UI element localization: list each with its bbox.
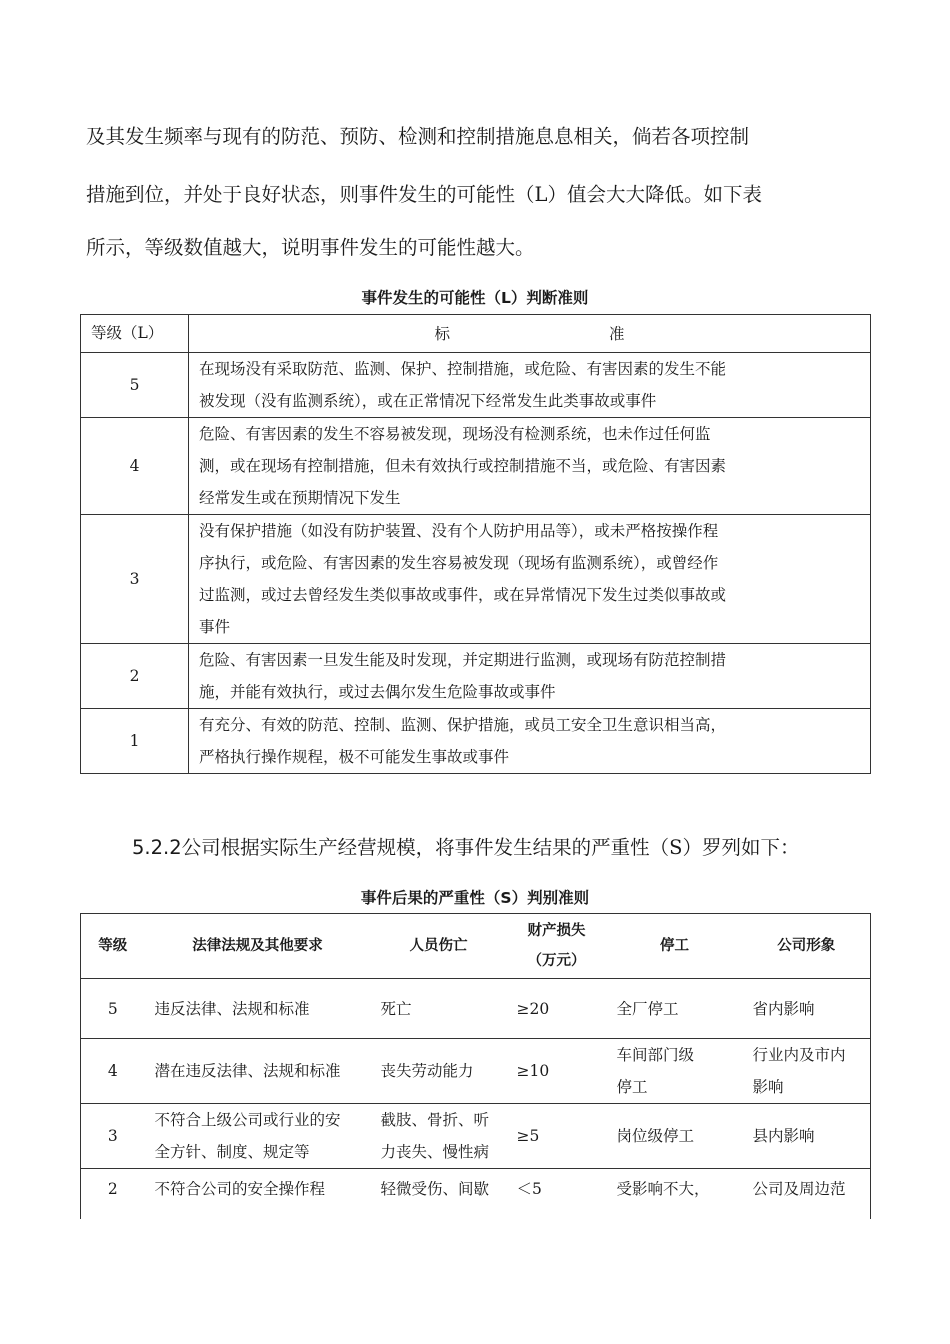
severity-level: 5 <box>81 979 145 1039</box>
likelihood-table-caption: 事件发生的可能性（L）判断准则 <box>361 289 589 307</box>
intro-line: 及其发生频率与现有的防范、预防、检测和控制措施息息相关，倘若各项控制 <box>86 125 750 148</box>
cell-line: 力丧失、慢性病 <box>380 1143 490 1161</box>
table-row <box>81 1169 871 1220</box>
severity-level: 4 <box>81 1039 145 1104</box>
standard-line: 被发现（没有监测系统），或在正常情况下经常发生此类事故或事件 <box>199 392 657 410</box>
severity-law: 违反法律、法规和标准 <box>145 979 371 1039</box>
severity-header-row <box>81 914 871 979</box>
likelihood-header-level: 等级（L） <box>81 315 189 353</box>
severity-downtime: 受影响不大， <box>607 1169 743 1220</box>
severity-level: 3 <box>81 1104 145 1169</box>
severity-header-image: 公司形象 <box>743 914 871 979</box>
severity-injury: 死亡 <box>371 979 507 1039</box>
section-text: 公司根据实际生产经营规模，将事件发生结果的严重性（S）罗列如下： <box>181 836 800 859</box>
standard-line: 测，或在现场有控制措施，但未有效执行或控制措施不当，或危险、有害因素 <box>199 457 727 475</box>
likelihood-level: 5 <box>81 353 189 418</box>
standard-line: 危险、有害因素一旦发生能及时发现，并定期进行监测，或现场有防范控制措 <box>199 651 727 669</box>
severity-table-caption: 事件后果的严重性（S）判别准则 <box>360 889 590 907</box>
cell-line: 行业内及市内 <box>752 1046 846 1064</box>
cell-line: 停工 <box>616 1078 648 1096</box>
severity-image <box>743 1039 871 1104</box>
severity-image: 县内影响 <box>743 1104 871 1169</box>
table-row <box>81 1039 871 1104</box>
cell-line: 全方针、制度、规定等 <box>154 1143 310 1161</box>
severity-image: 公司及周边范 <box>743 1169 871 1220</box>
cell-line: 车间部门级 <box>616 1046 695 1064</box>
standard-line: 有充分、有效的防范、控制、监测、保护措施，或员工安全卫生意识相当高， <box>199 716 727 734</box>
standard-line: 序执行，或危险、有害因素的发生容易被发现（现场有监测系统），或曾经作 <box>199 554 719 572</box>
standard-line: 在现场没有采取防范、监测、保护、控制措施，或危险、有害因素的发生不能 <box>199 360 727 378</box>
likelihood-level: 3 <box>81 515 189 644</box>
severity-property: ≥5 <box>507 1104 607 1169</box>
header-standard-char: 准 <box>608 324 625 343</box>
table-row <box>81 1104 871 1169</box>
severity-law: 不符合公司的安全操作程 <box>145 1169 371 1220</box>
severity-law: 潜在违反法律、法规和标准 <box>145 1039 371 1104</box>
cell-line: 截肢、骨折、听 <box>380 1111 490 1129</box>
severity-level: 2 <box>81 1169 145 1220</box>
likelihood-level: 4 <box>81 418 189 515</box>
header-property-line: （万元） <box>527 953 586 969</box>
standard-line: 严格执行操作规程，极不可能发生事故或事件 <box>199 748 510 766</box>
severity-property: ≥20 <box>507 979 607 1039</box>
header-standard-char: 标 <box>434 324 451 343</box>
severity-law <box>145 1104 371 1169</box>
cell-line: 不符合上级公司或行业的安 <box>154 1111 341 1129</box>
cell-line: 影响 <box>752 1078 784 1096</box>
standard-line: 事件 <box>199 618 231 636</box>
severity-property: ＜5 <box>507 1169 607 1220</box>
severity-header-property <box>507 914 607 979</box>
severity-property: ≥10 <box>507 1039 607 1104</box>
severity-header-injury: 人员伤亡 <box>371 914 507 979</box>
severity-injury: 轻微受伤、间歇 <box>371 1169 507 1220</box>
severity-injury: 丧失劳动能力 <box>371 1039 507 1104</box>
severity-injury <box>371 1104 507 1169</box>
likelihood-level: 2 <box>81 644 189 709</box>
severity-downtime: 全厂停工 <box>607 979 743 1039</box>
intro-line: 所示，等级数值越大，说明事件发生的可能性越大。 <box>86 236 535 259</box>
likelihood-level: 1 <box>81 709 189 774</box>
intro-line: 措施到位，并处于良好状态，则事件发生的可能性（L）值会大大降低。如下表 <box>86 183 762 206</box>
severity-downtime <box>607 1039 743 1104</box>
standard-line: 危险、有害因素的发生不容易被发现，现场没有检测系统，也未作过任何监 <box>199 425 711 443</box>
severity-table <box>80 913 871 1219</box>
standard-line: 施，并能有效执行，或过去偶尔发生危险事故或事件 <box>199 683 556 701</box>
header-property-line: 财产损失 <box>527 923 586 939</box>
table-row <box>81 979 871 1039</box>
severity-downtime: 岗位级停工 <box>607 1104 743 1169</box>
severity-header-level: 等级 <box>81 914 145 979</box>
severity-header-downtime: 停工 <box>607 914 743 979</box>
standard-line: 没有保护措施（如没有防护装置、没有个人防护用品等），或未严格按操作程 <box>199 522 719 540</box>
severity-header-law: 法律法规及其他要求 <box>145 914 371 979</box>
standard-line: 经常发生或在预期情况下发生 <box>199 489 401 507</box>
severity-image: 省内影响 <box>743 979 871 1039</box>
standard-line: 过监测，或过去曾经发生类似事故或事件，或在异常情况下发生过类似事故或 <box>199 586 727 604</box>
section-number: 5.2.2 <box>132 836 182 859</box>
